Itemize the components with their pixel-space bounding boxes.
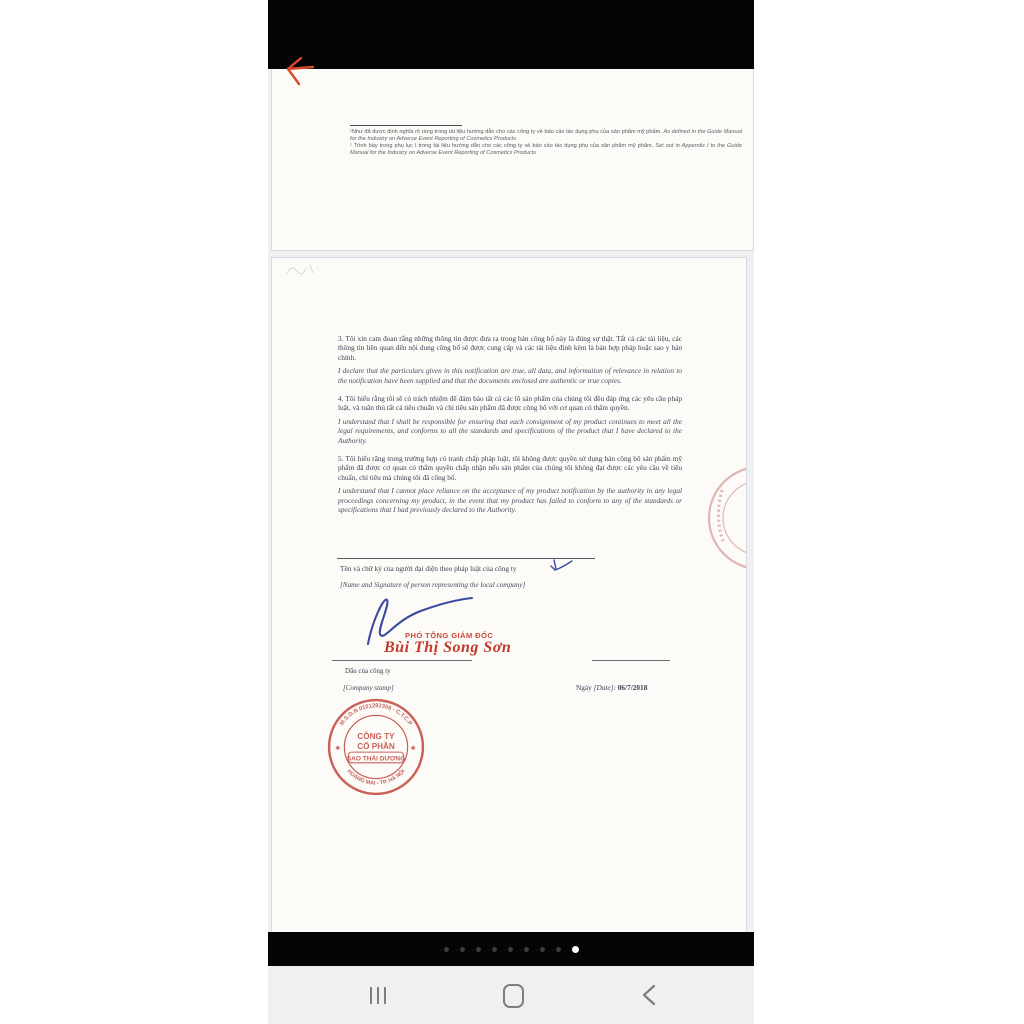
footnote-2-vi: ¹ Trình bày trong phụ lục I trong tài liệu hướng dẫn cho các công ty về báo cáo tác dụng phụ của sản phẩm mỹ phẩm. (350, 143, 654, 149)
partial-edge-stamp (692, 460, 746, 582)
stamp-star-right: ✱ (410, 746, 416, 753)
declaration-clauses (338, 328, 682, 524)
nav-back-icon[interactable] (642, 984, 656, 1006)
stamp-center-line1: CÔNG TY (357, 731, 395, 741)
signature-label-en: [Name and Signature of person representing the local company] (340, 581, 526, 589)
document-page-1 (272, 69, 753, 250)
page-dot-9[interactable] (572, 946, 579, 953)
company-round-stamp (325, 696, 427, 798)
pagination-dots (444, 946, 579, 953)
page-dot-8[interactable] (556, 947, 561, 952)
back-arrow-icon[interactable] (284, 54, 318, 90)
date-prefix: Ngày (576, 683, 594, 692)
date-line-rule (592, 660, 670, 661)
image-letterbox-top (268, 0, 754, 69)
signer-name: Bùi Thị Song Sơn (384, 639, 512, 656)
footnote-2-en: Set out in Appendix I to the Guide Manual for the Industry on Adverse Event Reporting of Cosmetics Products (350, 143, 742, 156)
page-dot-7[interactable] (540, 947, 545, 952)
clause-4-vi: 4. Tôi hiểu rằng tôi sẽ có trách nhiệm để đảm bảo tất cả các lô sản phẩm của chúng tôi đều đáp ứng các yêu cầu pháp luật, và tuân thủ tất cả tiêu chuẩn và chỉ tiêu sản phẩm đã được công bố với cơ quan có thẩm quyền. (338, 394, 682, 413)
footnote-1-vi: ¹Như đã được định nghĩa rõ ràng trong tài liệu hướng dẫn cho các công ty về báo cáo tác dụng phụ của sản phẩm mỹ phẩm. (350, 129, 662, 135)
date-value: 06/7/2018 (617, 683, 648, 692)
clause-5-en: I understand that I cannot place reliance on the acceptance of my product notification by the authority in any legal proceedings concerning my product, in the event that my product has failed to conform to any of the standards or specifications that I had previously declared to the Authority. (338, 486, 682, 515)
document-image-viewer[interactable] (268, 69, 754, 932)
footnote-1 (350, 129, 742, 143)
pagination-bar (268, 932, 754, 966)
clause-3-vi: 3. Tôi xin cam đoan rằng những thông tin được đưa ra trong bản công bố này là đúng sự thật. Tất cả các tài liệu, các thông tin liên quan đến nội dung công bố sẽ được cung cấp và các tài liệu đính kèm là bản hợp pháp hoặc sao y bản chính. (338, 334, 682, 362)
footnote-block (350, 125, 742, 157)
clause-3-en: I declare that the particulars given in this notification are true, all data, and information of relevance in relation to the notification have been supplied and that the documents enclosed are authentic or true copies. (338, 366, 682, 385)
footnote-1-en: As defined in the Guide Manual for the Industry on Adverse Event Reporting of Cosmetics Products (350, 129, 742, 142)
document-page-2 (272, 258, 746, 932)
stamp-star-left: ✱ (335, 746, 341, 753)
android-navbar (268, 966, 754, 1024)
pencil-scribble (284, 261, 324, 279)
stamp-center-line2: CỔ PHẦN (357, 742, 395, 752)
company-stamp-label-vi: Dấu của công ty (345, 667, 391, 675)
page-dot-4[interactable] (492, 947, 497, 952)
signature-label-vi: Tên và chữ ký của người đại diện theo pháp luật của công ty (340, 564, 517, 573)
page-dot-1[interactable] (444, 947, 449, 952)
stamp-arc-top-text: M.S.D.N 0101292356 - C.T.C.P (339, 703, 413, 727)
clause-4-en: I understand that I shall be responsible for ensuring that each consignment of my product continues to meet all the legal requirements, and conforms to all the standards and specifications of the product that I have declared to the Authority. (338, 416, 682, 445)
page-dot-5[interactable] (508, 947, 513, 952)
stamp-center-line3: SAO THÁI DƯƠNG (346, 755, 406, 763)
ink-tick-mark (548, 556, 574, 574)
stamp-arc-bottom-text: HOÀNG MAI - TP. HÀ NỘI (345, 768, 407, 787)
home-icon[interactable] (503, 984, 524, 1008)
company-stamp-label-en: [Company stamp] (343, 684, 394, 692)
page-dot-6[interactable] (524, 947, 529, 952)
signer-title: PHÓ TỔNG GIÁM ĐỐC (405, 631, 494, 640)
date-line (576, 683, 686, 692)
page-dot-3[interactable] (476, 947, 481, 952)
date-bracket: [Date]: (593, 683, 618, 692)
page-dot-2[interactable] (460, 947, 465, 952)
footnote-divider (350, 125, 462, 126)
footnote-2 (350, 143, 742, 157)
phone-screen (268, 0, 754, 1024)
signature-line-left (332, 660, 472, 661)
clause-5-vi: 5. Tôi hiểu rằng trong trường hợp có tranh chấp pháp luật, tôi không được quyền sử dụng bản công bố sản phẩm mỹ phẩm đã được cơ quan có thẩm quyền chấp nhận nếu sản phẩm của chúng tôi không đạt được các yêu cầu về tiêu chuẩn, chỉ tiêu mà chúng tôi đã công bố. (338, 454, 682, 482)
recents-icon[interactable] (370, 987, 386, 1004)
